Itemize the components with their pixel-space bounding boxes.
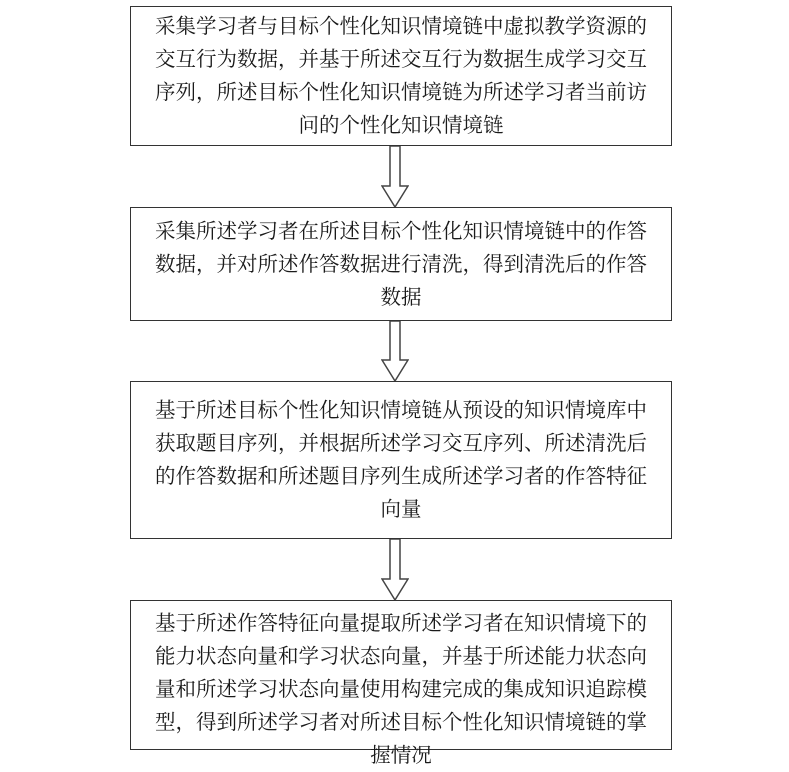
flow-step-2-text: 采集所述学习者在所述目标个性化知识情境链中的作答数据，并对所述作答数据进行清洗，得到清洗后的作答数据 — [155, 218, 647, 309]
flow-step-3-text: 基于所述目标个性化知识情境链从预设的知识情境库中获取题目序列，并根据所述学习交互序列、所述清洗后的作答数据和所述题目序列生成所述学习者的作答特征向量 — [155, 398, 647, 521]
flow-step-2 — [130, 207, 672, 321]
flow-arrow-2 — [381, 321, 409, 382]
flow-step-1-text: 采集学习者与目标个性化知识情境链中虚拟教学资源的交互行为数据，并基于所述交互行为数据生成学习交互序列，所述目标个性化知识情境链为所述学习者当前访问的个性化知识情境链 — [155, 14, 647, 137]
flow-step-4-text: 基于所述作答特征向量提取所述学习者在知识情境下的能力状态向量和学习状态向量，并基于所述能力状态向量和所述学习状态向量使用构建完成的集成知识追踪模型，得到所述学习者对所述目标个性化知识情境链的掌握情况 — [155, 611, 647, 767]
flow-step-4 — [130, 600, 672, 767]
flow-step-3 — [130, 381, 672, 539]
flow-step-1 — [130, 6, 672, 146]
flow-arrow-3 — [381, 539, 409, 601]
flow-arrow-1 — [381, 146, 409, 208]
